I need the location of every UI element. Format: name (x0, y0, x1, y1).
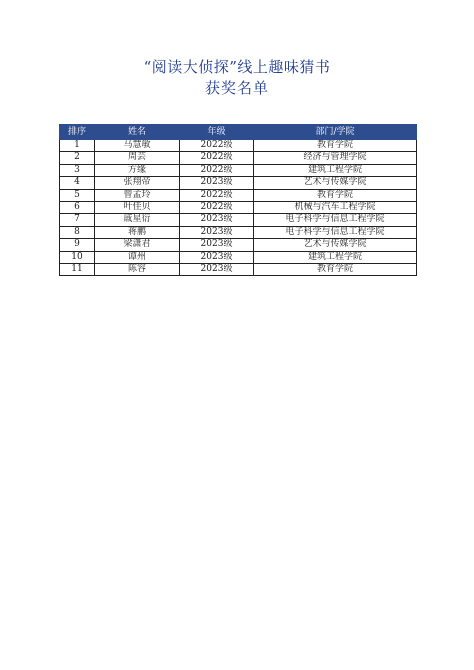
cell-grade: 2022级 (180, 202, 254, 214)
table-row (60, 189, 417, 201)
cell-rank: 6 (60, 202, 95, 214)
cell-rank: 3 (60, 164, 95, 176)
document-subtitle: 获奖名单 (204, 79, 269, 97)
cell-grade: 2022级 (180, 189, 254, 201)
table-header-row (60, 125, 417, 140)
winners-table (59, 124, 417, 276)
cell-rank: 10 (60, 251, 95, 263)
cell-rank: 8 (60, 226, 95, 238)
cell-department: 电子科学与信息工程学院 (254, 214, 417, 226)
cell-department: 教育学院 (254, 140, 417, 152)
cell-grade: 2023级 (180, 264, 254, 276)
table-row (60, 164, 417, 176)
table-row (60, 177, 417, 189)
header-grade: 年级 (180, 125, 254, 140)
cell-name: 蒋鹏 (95, 226, 180, 238)
table-row (60, 152, 417, 164)
cell-department: 教育学院 (254, 189, 417, 201)
cell-name: 谭州 (95, 251, 180, 263)
title-block (0, 57, 474, 99)
table-row (60, 226, 417, 238)
cell-name: 梁潇君 (95, 239, 180, 251)
document-title: “阅读大侦探”线上趣味猜书 (143, 58, 331, 76)
table-row (60, 140, 417, 152)
cell-name: 方缘 (95, 164, 180, 176)
cell-rank: 4 (60, 177, 95, 189)
cell-grade: 2023级 (180, 226, 254, 238)
header-rank: 排序 (60, 125, 95, 140)
table-row (60, 251, 417, 263)
cell-department: 教育学院 (254, 264, 417, 276)
cell-department: 电子科学与信息工程学院 (254, 226, 417, 238)
table-row (60, 239, 417, 251)
cell-grade: 2023级 (180, 214, 254, 226)
cell-department: 机械与汽车工程学院 (254, 202, 417, 214)
table-row (60, 214, 417, 226)
cell-name: 叶佳贝 (95, 202, 180, 214)
cell-rank: 9 (60, 239, 95, 251)
cell-grade: 2023级 (180, 239, 254, 251)
cell-department: 经济与管理学院 (254, 152, 417, 164)
cell-name: 周芸 (95, 152, 180, 164)
cell-department: 艺术与传媒学院 (254, 177, 417, 189)
cell-name: 曾孟玲 (95, 189, 180, 201)
cell-grade: 2023级 (180, 177, 254, 189)
header-department: 部门/学院 (254, 125, 417, 140)
cell-rank: 2 (60, 152, 95, 164)
header-name: 姓名 (95, 125, 180, 140)
cell-department: 建筑工程学院 (254, 251, 417, 263)
cell-department: 建筑工程学院 (254, 164, 417, 176)
cell-grade: 2022级 (180, 140, 254, 152)
table-row (60, 264, 417, 276)
cell-rank: 11 (60, 264, 95, 276)
cell-grade: 2022级 (180, 164, 254, 176)
cell-name: 张翔帝 (95, 177, 180, 189)
cell-rank: 1 (60, 140, 95, 152)
cell-grade: 2023级 (180, 251, 254, 263)
cell-rank: 7 (60, 214, 95, 226)
cell-grade: 2022级 (180, 152, 254, 164)
cell-name: 马慧敏 (95, 140, 180, 152)
cell-department: 艺术与传媒学院 (254, 239, 417, 251)
cell-name: 陈容 (95, 264, 180, 276)
cell-rank: 5 (60, 189, 95, 201)
table-row (60, 202, 417, 214)
cell-name: 戚星衍 (95, 214, 180, 226)
